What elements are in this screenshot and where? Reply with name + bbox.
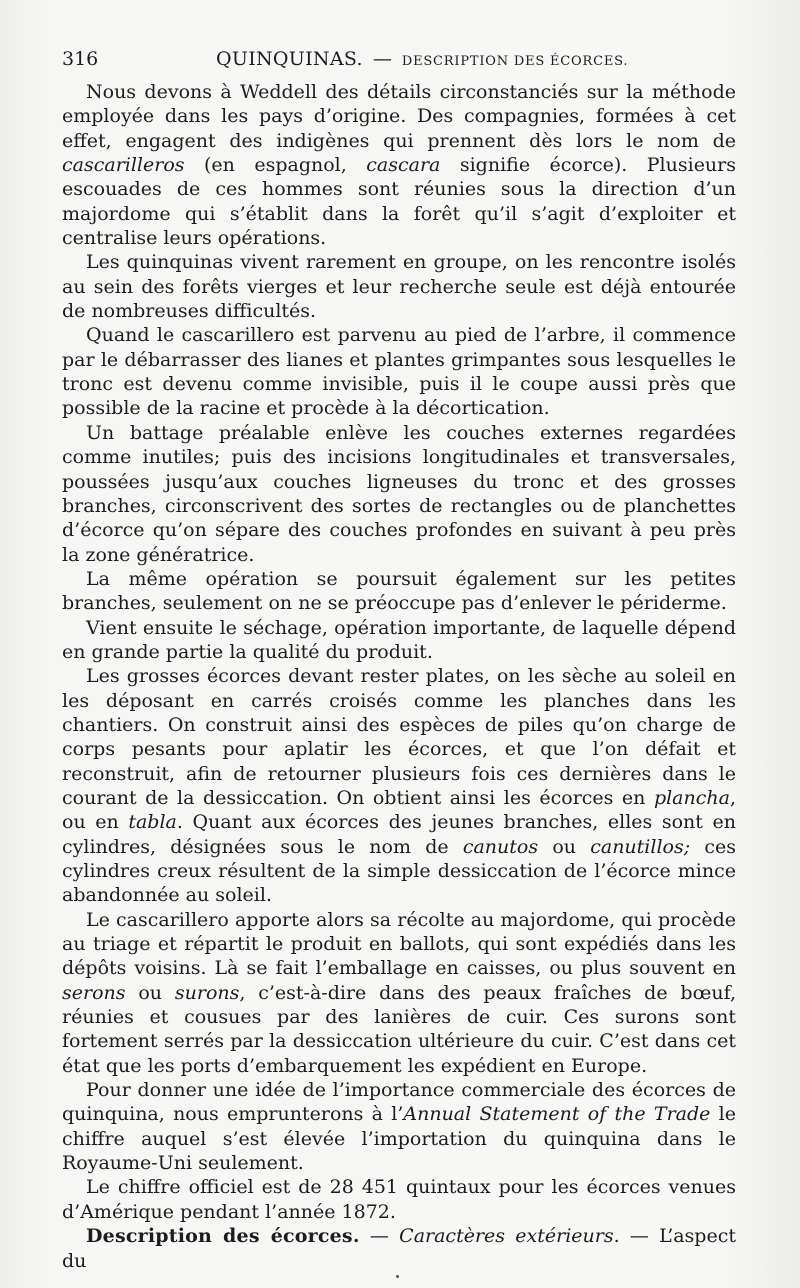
page-header xyxy=(62,44,736,74)
text-run: Vient ensuite le séchage, opération importante, de laquelle dépend en grande partie la qualité du produit. xyxy=(62,616,736,663)
running-head-subtitle: DESCRIPTION DES ÉCORCES. xyxy=(401,54,629,69)
paragraph xyxy=(62,664,736,907)
text-run: , c’est-à-dire dans des peaux fraîches de bœuf, réunies et cousues par des lanières de cuir. Ces surons sont fortement serrés par la dessiccation ultérieure du cuir. C’est dans cet état que les ports d’embarquement les expédient en Europe. xyxy=(62,981,737,1077)
text-run: Pour donner une idée de l’importance commerciale des écorces de quinquina, nous emprunterons à l’ xyxy=(62,1079,736,1126)
italic-term: canutos xyxy=(462,835,539,858)
italic-term: canutillos; xyxy=(590,835,691,858)
italic-term: plancha xyxy=(653,786,730,809)
paragraph xyxy=(62,908,736,1078)
paragraph xyxy=(62,1078,736,1175)
text-run: Un battage préalable enlève les couches externes regardées comme inutiles; puis des incisions longitudinales et transversales, poussées jusqu’aux couches ligneuses du tronc et des grosses branches, circonscrivent des sortes de rectangles ou de planchettes d’écorce qu’on sépare des couches profondes en suivant à peu près la zone génératrice. xyxy=(62,421,736,566)
text-run: — xyxy=(359,1225,400,1248)
paragraph xyxy=(62,250,736,323)
running-head xyxy=(216,44,628,77)
paragraph xyxy=(62,323,736,420)
text-run: le chiffre auquel s’est élevée l’importation du quinquina dans le Royaume-Uni seulement. xyxy=(62,1103,736,1175)
text-run: Nous devons à Weddell des détails circonstanciés sur la méthode employée dans les pays d’origine. Des compagnies, formées à cet effet, engagent des indigènes qui prennent dès lors le nom de xyxy=(62,81,736,152)
running-head-dash: — xyxy=(372,48,392,70)
text-run: . — L’aspect du xyxy=(62,1225,736,1272)
italic-term: Caractères extérieurs xyxy=(399,1225,614,1248)
paragraph xyxy=(62,421,736,567)
text-run: ou xyxy=(538,835,591,858)
section-heading: Description des écorces. xyxy=(86,1225,360,1248)
page-mark xyxy=(396,1275,399,1278)
text-run: , ou en xyxy=(62,786,736,834)
paragraph xyxy=(62,1224,736,1273)
body-text xyxy=(62,80,736,1273)
italic-term: tabla xyxy=(128,811,177,834)
paragraph xyxy=(62,567,736,616)
text-run: signifie écorce). Plusieurs escouades de ces hommes sont réunies sous la direction d’un majordome qui s’établit dans la forêt qu’il s’agit d’exploiter et centralise leurs opérations. xyxy=(62,154,737,250)
text-run: Le cascarillero apporte alors sa récolte au majordome, qui procède au triage et répartit le produit en ballots, qui sont expédiés dans les dépôts voisins. Là se fait l’emballage en caisses, ou plus souvent en xyxy=(62,908,736,980)
text-run: Le chiffre officiel est de 28 451 quintaux pour les écorces venues d’Amérique pendant l’année 1872. xyxy=(62,1176,736,1223)
italic-term: surons xyxy=(174,981,240,1004)
italic-term: cascara xyxy=(366,154,441,177)
italic-term: Annual Statement of the Trade xyxy=(403,1103,711,1126)
text-run: ces cylindres creux résultent de la simple dessiccation de l’écorce mince abandonnée au soleil. xyxy=(62,835,736,907)
text-run: ou xyxy=(125,981,175,1004)
running-head-title: QUINQUINAS. xyxy=(216,48,363,70)
paragraph xyxy=(62,616,736,665)
page-number: 316 xyxy=(62,48,99,70)
text-run: Les grosses écorces devant rester plates, on les sèche au soleil en les déposant en carrés croisés comme les planches dans les chantiers. On construit ainsi des espèces de piles qu’on charge de corps pesants pour aplatir les écorces, et que l’on défait et reconstruit, afin de retourner plusieurs fois ces dernières dans le courant de la dessiccation. On obtient ainsi les écorces en xyxy=(62,665,736,809)
text-run: Les quinquinas vivent rarement en groupe, on les rencontre isolés au sein des forêts vierges et leur recherche seule est déjà entourée de nombreuses difficultés. xyxy=(62,251,736,323)
italic-term: serons xyxy=(62,981,126,1004)
text-run: . Quant aux écorces des jeunes branches, elles sont en cylindres, désignées sous le nom de xyxy=(62,811,736,858)
italic-term: cascarilleros xyxy=(62,154,185,177)
text-run: (en espagnol, xyxy=(184,154,367,177)
paragraph xyxy=(62,1175,736,1224)
text-run: La même opération se poursuit également sur les petites branches, seulement on ne se préoccupe pas d’enlever le périderme. xyxy=(62,567,736,615)
text-run: Quand le cascarillero est parvenu au pied de l’arbre, il commence par le débarrasser des lianes et plantes grimpantes sous lesquelles le tronc est devenu comme invisible, puis il le coupe aussi près que possible de la racine et procède à la décortication. xyxy=(62,324,736,420)
paragraph xyxy=(62,80,736,250)
